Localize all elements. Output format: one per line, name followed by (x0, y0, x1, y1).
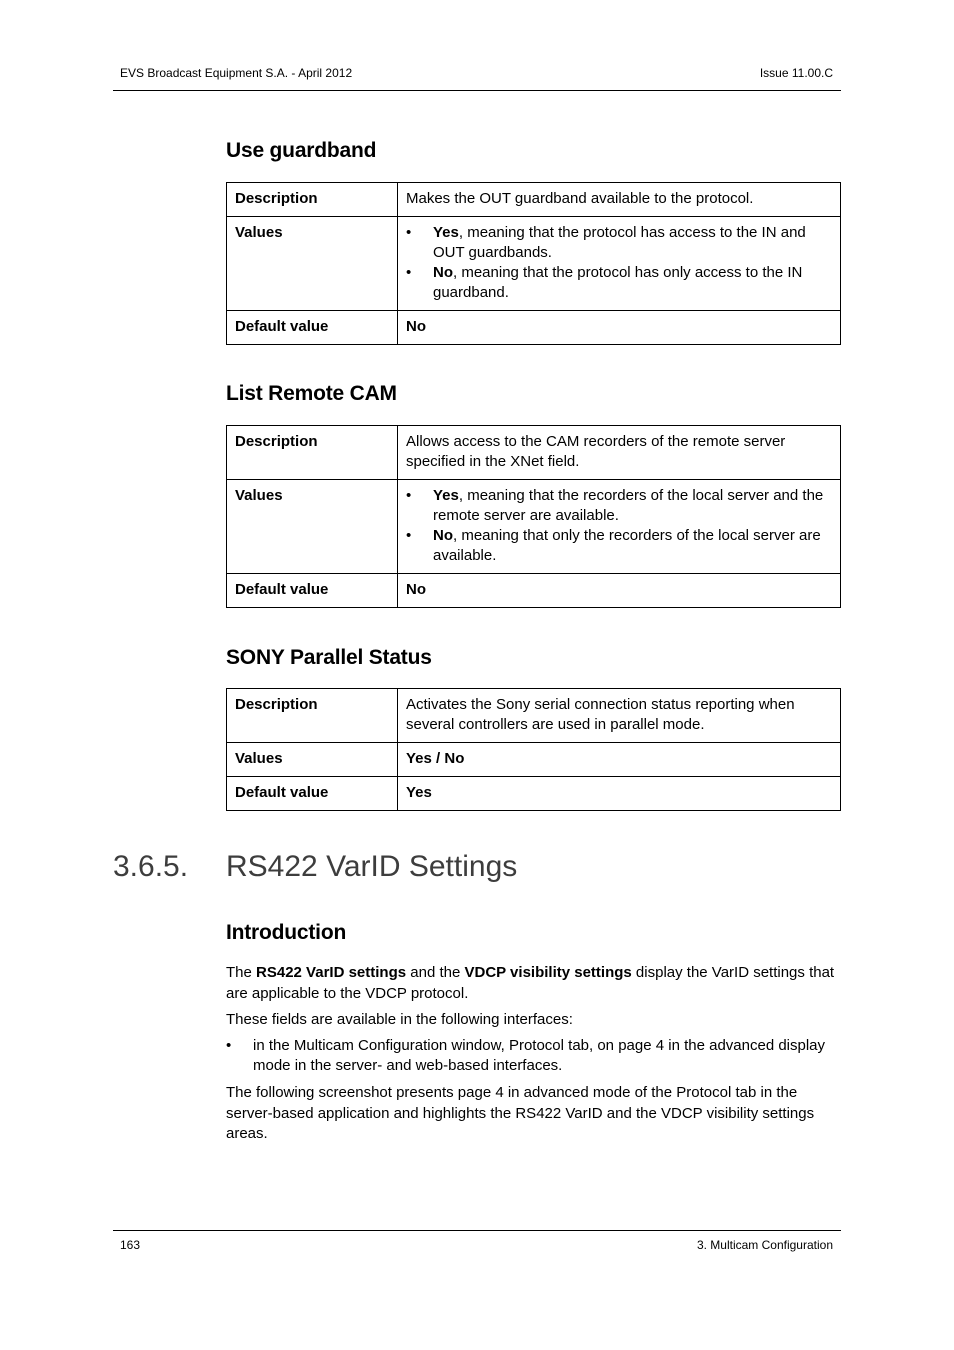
section-heading (113, 850, 517, 884)
row-label: Description (227, 183, 398, 217)
intro-paragraph-3: The following screenshot presents page 4 in advanced mode of the Protocol tab in the server-based application and highlights the RS422 VarID and the VDCP visibility settings areas. (226, 1084, 815, 1142)
heading-introduction: Introduction (226, 921, 347, 944)
list-item: • Yes, meaning that the protocol has access to the IN and OUT guardbands. (406, 224, 806, 261)
row-label: Description (227, 426, 398, 480)
table-list-remote-cam (226, 425, 841, 608)
list-item: • No, meaning that only the recorders of the local server are available. (406, 527, 821, 564)
row-label: Values (227, 217, 398, 311)
heading-use-guardband: Use guardband (226, 139, 377, 162)
row-value: Yes / No (398, 743, 841, 777)
row-value: No (398, 311, 841, 345)
values-list (406, 223, 832, 303)
footer-page-number: 163 (120, 1238, 141, 1252)
table-row (227, 217, 841, 311)
footer-rule (113, 1230, 841, 1231)
row-value: Activates the Sony serial connection status reporting when several controllers are used in parallel mode. (398, 689, 841, 743)
table-row (227, 426, 841, 480)
intro-paragraph-1: The RS422 VarID settings and the VDCP visibility settings display the VarID settings that are applicable to the VDCP protocol. (226, 964, 835, 1002)
bullet-icon: • (406, 487, 412, 504)
bullet-icon: • (226, 1037, 232, 1054)
row-value (398, 217, 841, 311)
header-right: Issue 11.00.C (759, 66, 833, 80)
intro-paragraph-2: These fields are available in the following interfaces: (226, 1011, 573, 1028)
row-label: Values (227, 743, 398, 777)
row-label: Default value (227, 311, 398, 345)
list-item: • Yes, meaning that the recorders of the local server and the remote server are available. (406, 487, 824, 524)
section-title: RS422 VarID Settings (226, 850, 518, 883)
bullet-icon: • (406, 527, 412, 544)
bullet-icon: • (406, 224, 412, 241)
section-number: 3.6.5. (113, 850, 189, 883)
row-label: Description (227, 689, 398, 743)
row-value (398, 480, 841, 574)
row-label: Default value (227, 574, 398, 608)
row-value: Makes the OUT guardband available to the protocol. (398, 183, 841, 217)
table-row (227, 480, 841, 574)
header-left: EVS Broadcast Equipment S.A. - April 2012 (120, 66, 353, 80)
table-sony-parallel-status (226, 688, 841, 811)
values-list (406, 486, 832, 566)
list-item (226, 1036, 846, 1076)
table-row (227, 743, 841, 777)
header-rule (113, 90, 841, 91)
row-label: Default value (227, 777, 398, 811)
table-row (227, 777, 841, 811)
row-value: Yes (398, 777, 841, 811)
footer-chapter: 3. Multicam Configuration (696, 1238, 833, 1252)
bullet-text: in the Multicam Configuration window, Protocol tab, on page 4 in the advanced display mode in the server- and web-based interfaces. (253, 1037, 826, 1074)
bullet-icon: • (406, 264, 412, 281)
heading-list-remote-cam: List Remote CAM (226, 382, 397, 405)
list-item: • No, meaning that the protocol has only access to the IN guardband. (406, 264, 803, 301)
row-value: Allows access to the CAM recorders of the remote server specified in the XNet field. (398, 426, 841, 480)
table-row (227, 689, 841, 743)
row-label: Values (227, 480, 398, 574)
table-row (227, 574, 841, 608)
heading-sony-parallel-status: SONY Parallel Status (226, 646, 432, 669)
table-use-guardband (226, 182, 841, 345)
table-row (227, 311, 841, 345)
table-row (227, 183, 841, 217)
row-value: No (398, 574, 841, 608)
